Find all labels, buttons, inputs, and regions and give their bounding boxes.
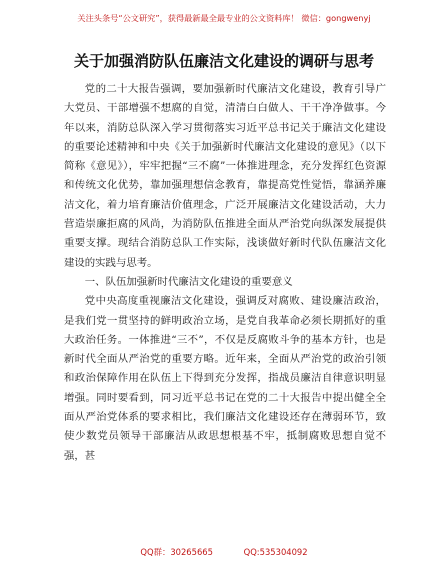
footer-contacts [0,546,448,558]
section-heading: 一、队伍加强新时代廉洁文化建设的重要意义 [84,275,293,288]
section-paragraph: 党中央高度重视廉洁文化建设，强调反对腐败、建设廉洁政治，是我们党一贯坚持的鲜明政治立场，是党自我革命必须长期抓好的重大政治任务。一体推进“三不”，不仅是反腐败斗争的基本方针，也是新时代全面从严治党的重要方略。近年来，全面从严治党的政治引领和政治保障作用在队伍上下得到充分发挥，指战员廉洁自律意识明显增强。同时要看到，同习近平总书记在党的二十大报告中提出健全全面从严治党体系的要求相比，我们廉洁文化建设还存在薄弱环节，致使少数党员领导干部廉洁从政思想根基不牢，抵制腐败思想自觉不强，甚 [64,295,386,462]
footer-qq: QQ:535304092 [243,547,308,557]
document-title: 关于加强消防队伍廉洁文化建设的调研与思考 [73,52,374,70]
document-body [64,80,386,466]
intro-paragraph: 党的二十大报告强调，要加强新时代廉洁文化建设，教育引导广大党员、干部增强不想腐的自觉，清清白白做人、干干净净做事。今年以来，消防总队深入学习贯彻落实习近平总书记关于廉洁文化建设的重要论述精神和中央《关于加强新时代廉洁文化建设的意见》（以下简称《意见》），牢牢把握“三不腐”一体推进理念，充分发挥红色资源和传统文化优势，靠加强理想信念教育，靠提高党性觉悟，靠涵养廉洁文化，着力培育廉洁价值理念，广泛开展廉洁文化建设活动，大力营造崇廉拒腐的风尚，为消防队伍推进全面从严治党向纵深发展提供重要支撑。现结合消防总队工作实际，浅谈做好新时代队伍廉洁文化建设的实践与思考。 [64,83,386,269]
header-banner: 关注头条号“公文研究”，获得最新最全最专业的公文资料库！ 微信：gongwenyj [77,13,371,23]
footer-qq-group: QQ群：30265665 [140,547,213,557]
